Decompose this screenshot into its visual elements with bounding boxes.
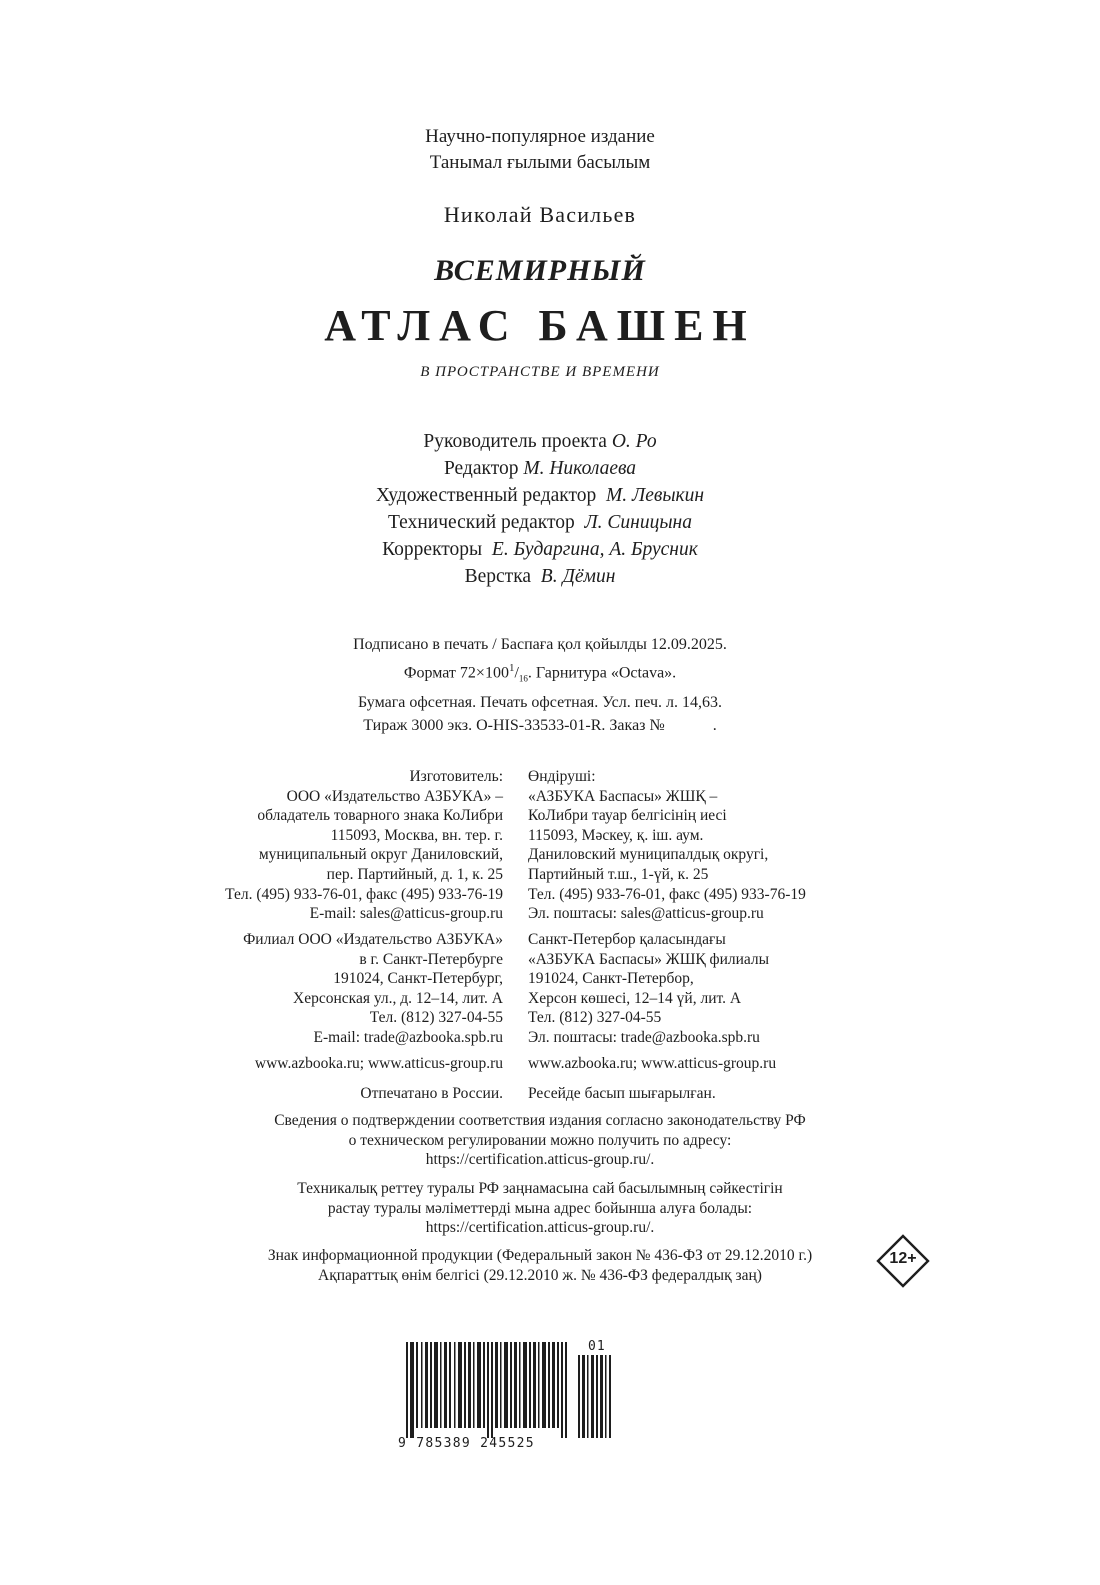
- credit-row: Руководитель проекта О. Ро: [423, 431, 657, 452]
- branch-kz: Санкт-Петербор қаласындағы «АЗБУКА Баспасы» ЖШҚ филиалы 191024, Санкт-Петербор, Херсон көшесі, 12–14 үй, лит. А Тел. (812) 327-04-55 Эл. поштасы: trade@azbooka.spb.ru: [528, 931, 770, 1046]
- barcode-icon: [398, 1340, 618, 1450]
- certification-ru: Сведения о подтверждении соответствия издания согласно законодательству РФ о техническом регулировании можно получить по адресу: https://certification.atticus-group.ru/.: [274, 1112, 806, 1169]
- imprint-print-run: Тираж 3000 экз. O-HIS-33533-01-R. Заказ № .: [363, 717, 717, 735]
- manufacturer-ru: Изготовитель: ООО «Издательство АЗБУКА» – обладатель товарного знака КоЛибри 115093, Москва, вн. тер. г. муниципальный округ Даниловский, пер. Партийный, д. 1, к. 25 Тел. (495) 933-76-01, факс (495) 933-76-19 E-mail: sales@atticus-group.ru: [225, 768, 503, 923]
- credit-row: Корректоры Е. Бударгина, А. Брусник: [382, 539, 698, 560]
- barcode-digits: 9 785389 245525: [398, 1436, 535, 1451]
- title-line-2: АТЛАС БАШЕН: [324, 301, 756, 350]
- info-sign: Знак информационной продукции (Федеральный закон № 436-ФЗ от 29.12.2010 г.) Ақпараттық өнім белгісі (29.12.2010 ж. № 436-ФЗ федералдық заң): [267, 1247, 813, 1284]
- websites-ru: www.azbooka.ru; www.atticus-group.ru: [254, 1055, 503, 1072]
- printed-ru: Отпечатано в России.: [360, 1085, 503, 1102]
- printed-kz: Ресейде басып шығарылған.: [528, 1085, 716, 1102]
- credit-row: Художественный редактор М. Левыкин: [375, 485, 705, 506]
- subtitle: В ПРОСТРАНСТВЕ И ВРЕМЕНИ: [420, 364, 660, 380]
- genre-block: [0, 124, 1080, 176]
- age-rating-badge: [876, 1234, 930, 1288]
- imprint-signed: Подписано в печать / Баспаға қол қойылды 12.09.2025.: [353, 636, 727, 653]
- title-line-1: ВСЕМИРНЫЙ: [434, 254, 646, 287]
- imprint-block: [0, 633, 1080, 738]
- imprint-format: Формат $72\times 100^1/_{16}$. Гарнитура «Octava».: [403, 661, 677, 684]
- isbn-barcode: [398, 1340, 618, 1450]
- age-rating-label: 12+: [889, 1250, 917, 1267]
- genre-ru: Научно-популярное издание: [425, 126, 655, 147]
- credit-row: Верстка В. Дёмин: [464, 566, 616, 587]
- barcode-addon: 01: [588, 1339, 606, 1354]
- imprint-paper: Бумага офсетная. Печать офсетная. Усл. печ. л. 14,63.: [358, 693, 722, 711]
- manufacturer-kz: Өндіруші: «АЗБУКА Баспасы» ЖШҚ – КоЛибри тауар белгісінің иесі 115093, Мәскеу, қ. іш. аум. Даниловский муниципалдық округі, Партийный т.ш., 1-үй, к. 25 Тел. (495) 933-76-01, факс (495) 933-76-19 Эл. поштасы: sales@atticus-group.ru: [528, 768, 806, 923]
- branch-ru: Филиал ООО «Издательство АЗБУКА» в г. Санкт-Петербурге 191024, Санкт-Петербург, Херсонская ул., д. 12–14, лит. А Тел. (812) 327-04-55 E-mail: trade@azbooka.spb.ru: [243, 931, 503, 1046]
- websites-kz: www.azbooka.ru; www.atticus-group.ru: [528, 1055, 777, 1072]
- credit-row: Редактор М. Николаева: [443, 458, 637, 479]
- author-name: Николай Васильев: [443, 202, 637, 227]
- credits-list: [0, 428, 1080, 590]
- certification-kz: Техникалық реттеу туралы РФ заңнамасына сай басылымның сәйкестігін растау туралы мәліметтерді мына адрес бойынша алуға болады: https://certification.atticus-group.ru/.: [297, 1180, 783, 1237]
- genre-kz: Танымал ғылыми басылым: [429, 152, 651, 173]
- credit-row: Технический редактор Л. Синицына: [388, 512, 692, 533]
